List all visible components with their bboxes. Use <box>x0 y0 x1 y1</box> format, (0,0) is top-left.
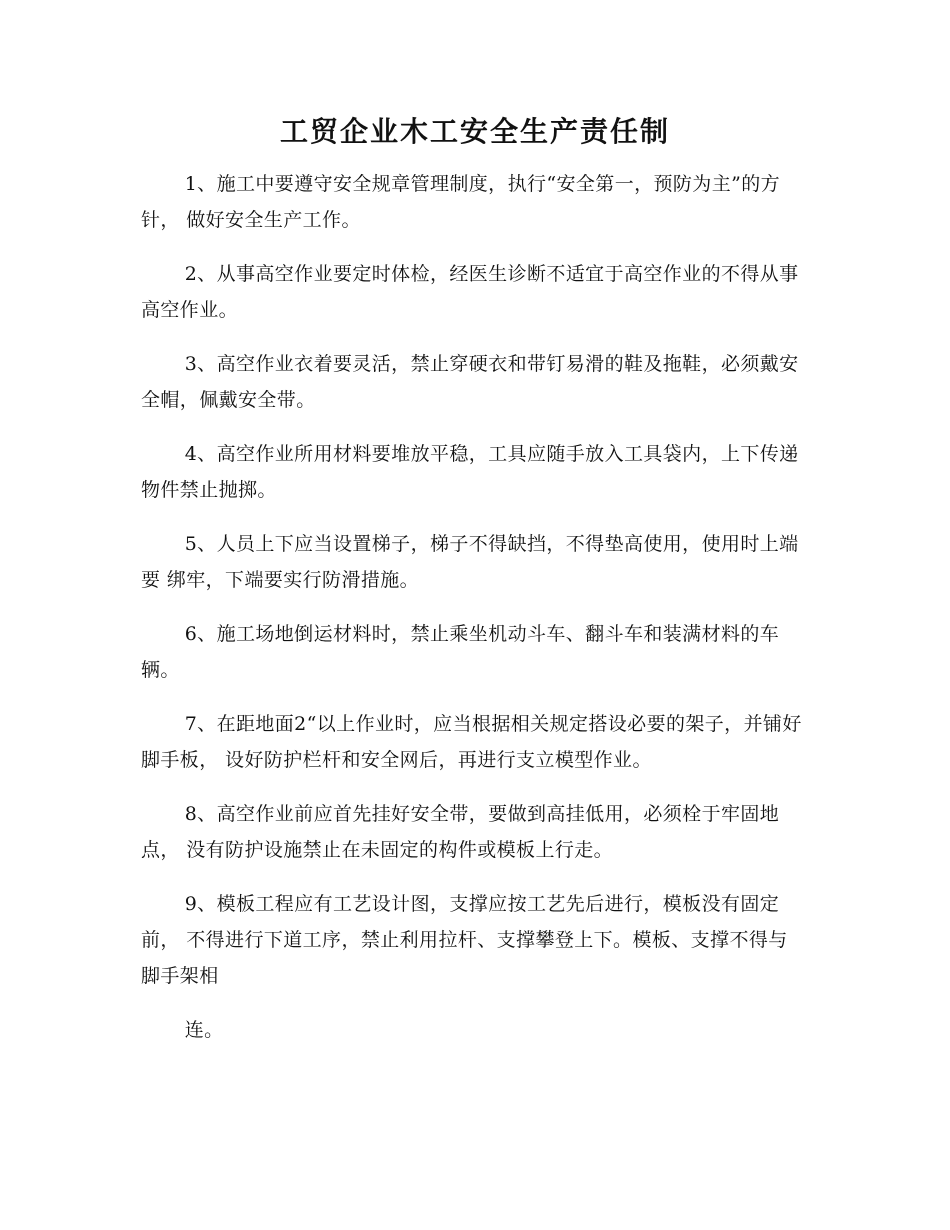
paragraph-4: 4、高空作业所用材料要堆放平稳，工具应随手放入工具袋内，上下传递 物件禁止抛掷。 <box>141 443 799 501</box>
paragraph-9-continuation: 连。 <box>184 1019 224 1041</box>
paragraph-8: 8、高空作业前应首先挂好安全带，要做到高挂低用，必须栓于牢固地点， 没有防护设施禁止在未固定的构件或模板上行走。 <box>141 803 780 861</box>
paragraph-6: 6、施工场地倒运材料时，禁止乘坐机动斗车、翻斗车和装满材料的车辆。 <box>141 623 780 681</box>
paragraph-9: 9、模板工程应有工艺设计图，支撑应按工艺先后进行，模板没有固定前， 不得进行下道工序，禁止利用拉杆、支撑攀登上下。模板、支撑不得与脚手架相 <box>141 893 788 987</box>
paragraph-3: 3、高空作业衣着要灵活，禁止穿硬衣和带钉易滑的鞋及拖鞋，必须戴安 全帽，佩戴安全带。 <box>141 353 799 411</box>
document-title: 工贸企业木工安全生产责任制 <box>279 115 670 148</box>
paragraph-1: 1、施工中要遵守安全规章管理制度，执行“安全第一，预防为主”的方针， 做好安全生产工作。 <box>141 173 781 231</box>
document-body <box>141 166 807 1066</box>
paragraph-7: 7、在距地面2“以上作业时，应当根据相关规定搭设必要的架子，并铺好脚手板， 设好防护栏杆和安全网后，再进行支立模型作业。 <box>141 713 802 771</box>
paragraph-5: 5、人员上下应当设置梯子，梯子不得缺挡，不得垫高使用，使用时上端要 绑牢，下端要实行防滑措施。 <box>141 533 799 591</box>
paragraph-2: 2、从事高空作业要定时体检，经医生诊断不适宜于高空作业的不得从事 高空作业。 <box>141 263 799 321</box>
